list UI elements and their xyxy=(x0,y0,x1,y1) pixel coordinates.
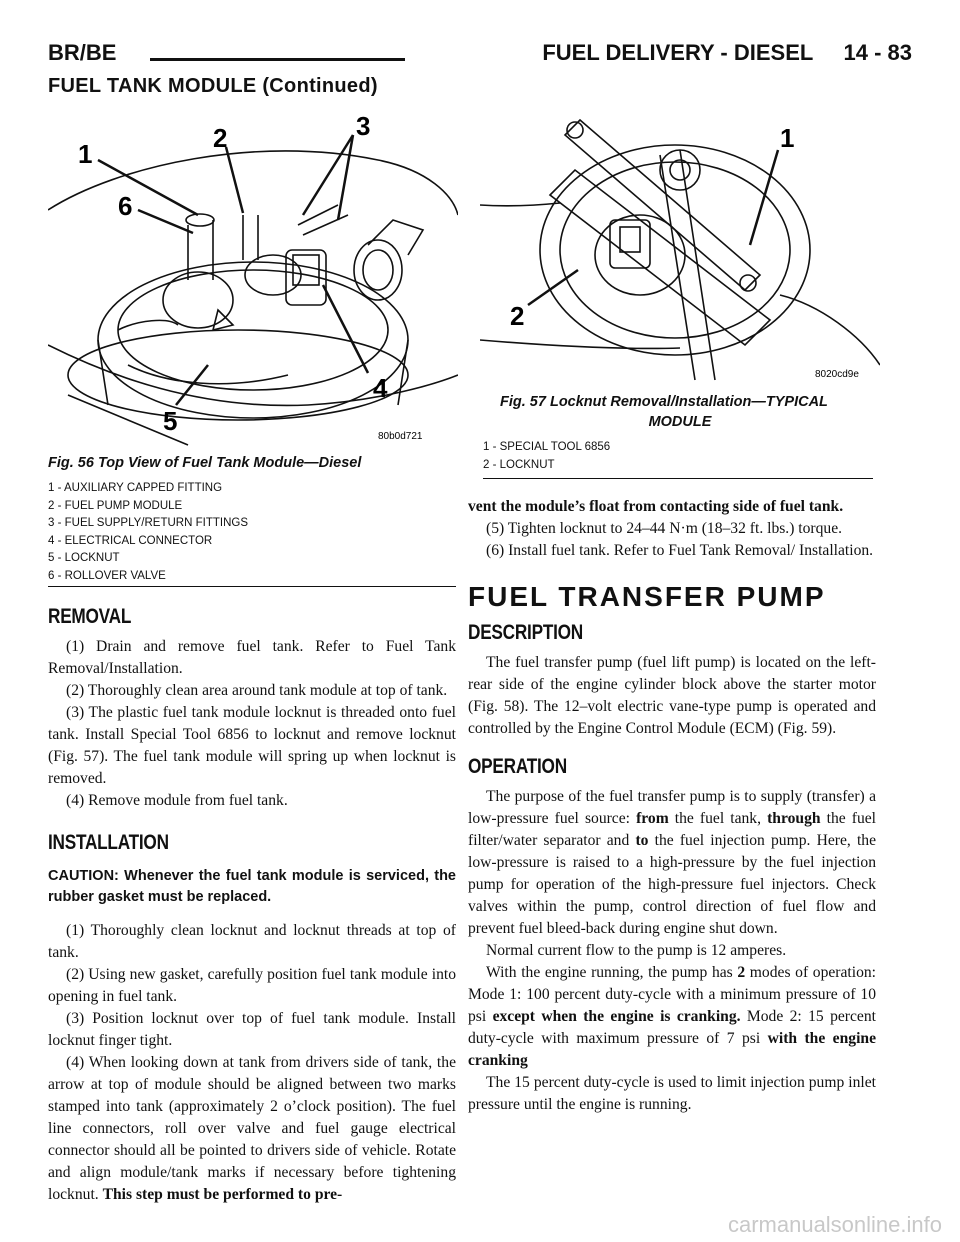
fig56-callout-2: 2 xyxy=(213,123,228,153)
operation-paragraph-3: With the engine running, the pump has 2 modes of operation: Mode 1: 100 percent duty-cycle with a minimum pressure of 10 psi except when the engine is cranking. Mode 2: 15 percent duty-cycle with maximum pressure of 7 psi with the engine cranking xyxy=(468,964,876,1069)
fig56-caption: Fig. 56 Top View of Fuel Tank Module—Diesel xyxy=(48,455,362,471)
install-step: (6) Install fuel tank. Refer to Fuel Tank Removal/ Installation. xyxy=(486,542,874,559)
fig56-illustration xyxy=(48,105,458,450)
removal-step: (3) The plastic fuel tank module locknut is threaded onto fuel tank. Install Special Tool 6856 to locknut and remove locknut (Fig. 57). The fuel tank module will spring up when locknut is removed. xyxy=(48,704,456,787)
operation-heading: OPERATION xyxy=(468,755,567,778)
install-step: (5) Tighten locknut to 24–44 N·m (18–32 ft. lbs.) torque. xyxy=(486,520,843,537)
fig57-callout-1: 1 xyxy=(780,123,795,153)
fig56-image-id: 80b0d721 xyxy=(378,431,423,442)
caution-note: CAUTION: Whenever the fuel tank module is serviced, the rubber gasket must be replaced. xyxy=(48,868,456,905)
watermark: carmanualsonline.info xyxy=(727,1212,942,1237)
fig56-legend-item: 2 - FUEL PUMP MODULE xyxy=(48,499,183,512)
fig56-callout-5: 5 xyxy=(163,406,178,436)
page-subtitle: FUEL TANK MODULE (Continued) xyxy=(48,75,378,97)
fig56-legend-item: 5 - LOCKNUT xyxy=(48,552,120,564)
fig56-legend xyxy=(48,480,248,585)
fig57-legend-item: 1 - SPECIAL TOOL 6856 xyxy=(483,441,611,453)
install-step: (3) Position locknut over top of fuel tank module. Install locknut finger tight. xyxy=(48,1010,456,1049)
fig56-callout-4: 4 xyxy=(373,373,388,403)
install-step: (1) Thoroughly clean locknut and locknut threads at top of tank. xyxy=(48,922,456,961)
install-step: (2) Using new gasket, carefully position fuel tank module into opening in fuel tank. xyxy=(48,966,456,1005)
header-section: FUEL DELIVERY - DIESEL 14 - 83 xyxy=(542,40,912,65)
fig57-image-id: 8020cd9e xyxy=(815,369,859,380)
operation-paragraph-1: The purpose of the fuel transfer pump is to supply (transfer) a low-pressure fuel source: from the fuel tank, through the fuel filter/water separator and to the fuel injection pump. Here, the low-pressure is raised to a high-pressure by the fuel injection pump for operation of the high-pressure fuel injectors. Check valves within the pump, control direction of fuel flow and prevent fuel bleed-back during engine shut down. xyxy=(468,788,877,937)
installation-heading: INSTALLATION xyxy=(48,831,169,854)
fig57-rule xyxy=(483,478,873,479)
header-model: BR/BE xyxy=(48,40,117,65)
fig56-legend-item: 6 - ROLLOVER VALVE xyxy=(48,569,166,582)
header-rule xyxy=(150,58,405,61)
description-text: The fuel transfer pump (fuel lift pump) is located on the left-rear side of the engine cylinder block above the starter motor (Fig. 58). The 12–volt electric vane-type pump is operated and controlled by the Engine Control Module (ECM) (Fig. 59). xyxy=(468,654,876,737)
removal-step: (4) Remove module from fuel tank. xyxy=(66,792,288,809)
fig57-legend xyxy=(483,439,610,474)
right-column xyxy=(468,496,876,1116)
removal-step: (2) Thoroughly clean area around tank module at top of tank. xyxy=(66,682,448,699)
step4-continuation: vent the module’s float from contacting side of fuel tank. xyxy=(468,498,844,515)
removal-heading: REMOVAL xyxy=(48,605,132,628)
fig56-callout-3: 3 xyxy=(356,111,371,141)
section-title: FUEL TRANSFER PUMP xyxy=(468,581,826,612)
fig57-caption-line2: MODULE xyxy=(648,414,712,430)
fig57-illustration xyxy=(480,105,880,383)
install-step-4: (4) When looking down at tank from drivers side of tank, the arrow at top of module should be aligned between two marks stamped into tank (approximately 2 o’clock position). The fuel line connectors, roll over valve and fuel gauge electrical connector should all be pointed to drivers side of vehicle. Rotate and align module/tank marks if necessary before tightening locknut. This step must be performed to pre- xyxy=(48,1054,456,1203)
fig57-callout-2: 2 xyxy=(510,301,525,331)
fig56-legend-item: 4 - ELECTRICAL CONNECTOR xyxy=(48,534,213,547)
left-column xyxy=(48,606,456,1206)
fig56-rule xyxy=(48,586,456,587)
removal-step: (1) Drain and remove fuel tank. Refer to Fuel Tank Removal/Installation. xyxy=(48,638,456,677)
fig56-legend-item: 3 - FUEL SUPPLY/RETURN FITTINGS xyxy=(48,517,248,529)
fig57-caption-line1: Fig. 57 Locknut Removal/Installation—TYPICAL xyxy=(500,394,828,410)
description-heading: DESCRIPTION xyxy=(468,621,583,644)
fig56-callout-1: 1 xyxy=(78,139,93,169)
fig57-legend-item: 2 - LOCKNUT xyxy=(483,458,555,471)
fig56-callout-6: 6 xyxy=(118,191,133,221)
operation-paragraph-2: Normal current flow to the pump is 12 amperes. xyxy=(486,942,787,959)
operation-paragraph-4: The 15 percent duty-cycle is used to limit injection pump inlet pressure until the engine is running. xyxy=(468,1074,876,1113)
fig56-legend-item: 1 - AUXILIARY CAPPED FITTING xyxy=(48,482,223,494)
